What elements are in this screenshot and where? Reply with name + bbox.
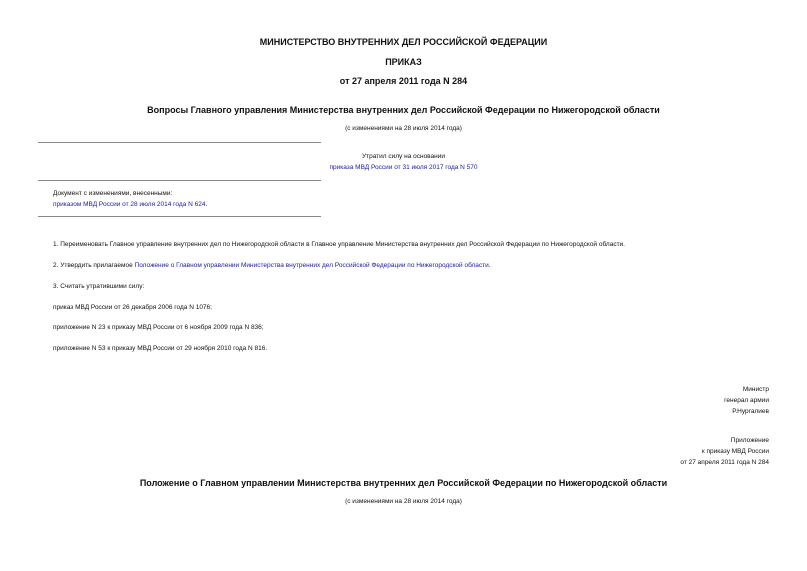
signature-line-1: Министр (742, 386, 769, 393)
appendix-line-3: от 27 апреля 2011 года N 284 (680, 459, 769, 466)
order-date-number: от 27 апреля 2011 года N 284 (339, 76, 468, 86)
repeal-1: приказ МВД России от 26 декабря 2006 года N 1076; (53, 304, 212, 311)
item-3: 3. Считать утратившими силу: (53, 283, 145, 290)
appendix-title: Положение о Главном управлении Министерства внутренних дел Российской Федерации по Нижегородской области (139, 478, 668, 488)
divider-top (38, 142, 321, 143)
appendix-line-2: к приказу МВД России (701, 448, 769, 455)
repeal-3: приложение N 53 к приказу МВД России от 29 ноября 2010 года N 816. (53, 345, 268, 352)
doc-type-heading: ПРИКАЗ (385, 57, 422, 67)
changes-box-label: Документ с изменениями, внесенными: (53, 190, 173, 197)
signature-line-2: генерал армии (724, 397, 769, 404)
divider-mid (38, 180, 321, 181)
lost-force-link[interactable]: приказа МВД России от 31 июля 2017 года N 570 (329, 164, 478, 171)
repeal-2: приложение N 23 к приказу МВД России от 6 ноября 2009 года N 836; (53, 324, 264, 331)
item-1: 1. Переименовать Главное управление внутренних дел по Нижегородской области в Главное управление Министерства внутренних дел Российской Федерации по Нижегородской области. (53, 241, 625, 248)
lost-force-text: Утратил силу на основании (361, 153, 446, 160)
changes-box-line (53, 201, 207, 208)
regulation-link[interactable]: Положение о Главном управлении Министерства внутренних дел Российской Федерации по Нижегородской области (134, 262, 489, 269)
divider-bottom (38, 216, 321, 217)
ministry-heading: МИНИСТЕРСТВО ВНУТРЕННИХ ДЕЛ РОССИЙСКОЙ ФЕДЕРАЦИИ (259, 37, 548, 47)
item-2-suffix: . (488, 262, 491, 269)
item-2 (53, 262, 491, 269)
signature-line-3: Р.Нургалиев (732, 408, 769, 415)
appendix-line-1: Приложение (730, 437, 769, 444)
changes-note: (с изменениями на 28 июля 2014 года) (345, 125, 462, 132)
changes-box-link[interactable]: приказом МВД России от 28 июля 2014 года N 624 (53, 201, 206, 208)
item-2-prefix: 2. Утвердить прилагаемое (53, 262, 135, 269)
appendix-changes-note: (с изменениями на 28 июля 2014 года) (345, 498, 462, 505)
changes-box-suffix: . (205, 201, 208, 208)
order-title: Вопросы Главного управления Министерства внутренних дел Российской Федерации по Нижегородской области (147, 105, 660, 115)
